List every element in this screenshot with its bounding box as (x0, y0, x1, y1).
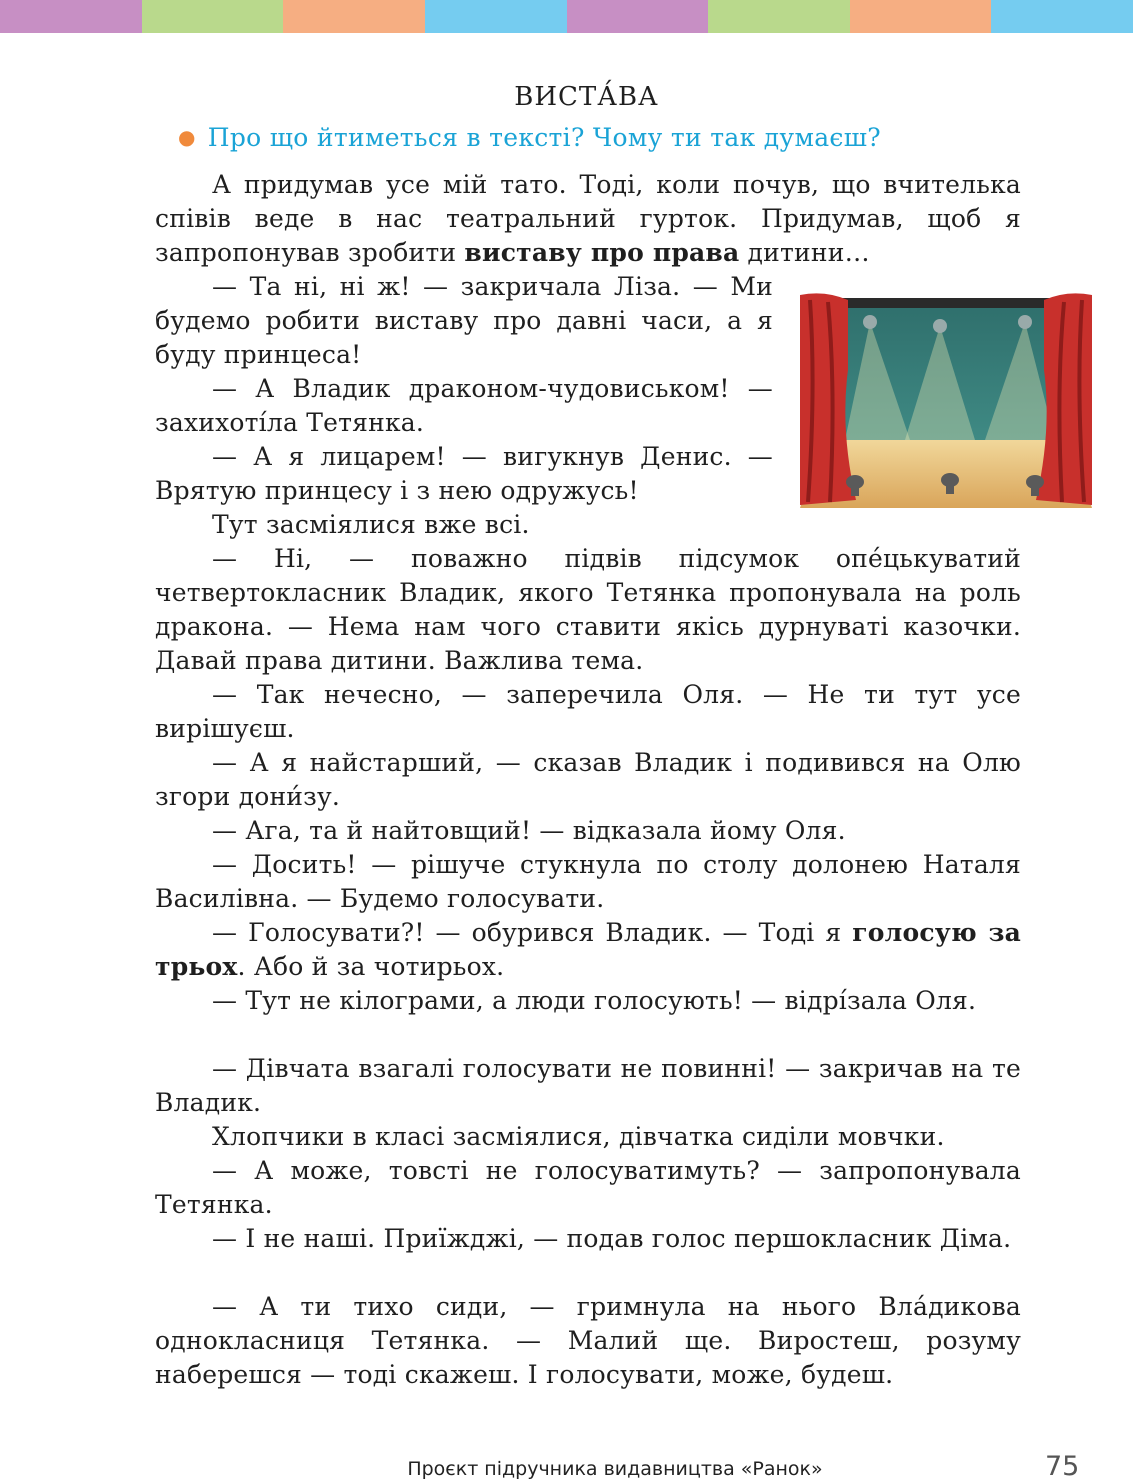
paragraph: — Дівчата взагалі голосувати не повинні! — закричав на те Владик. (155, 1054, 1021, 1117)
text-span: — Голосувати?! — обурився Владик. — Тоді я (212, 918, 853, 947)
paragraph: — А я найстарший, — сказав Владик і подивився на Олю згори дони́зу. (155, 748, 1021, 811)
paragraph: — Досить! — рішуче стукнула по столу долонею Наталя Василівна. — Будемо голосувати. (155, 850, 1021, 913)
paragraph: — А я лицарем! — вигукнув Денис. — Врятую принцесу і з нею одружусь! (155, 442, 773, 505)
page-number: 75 (1045, 1451, 1080, 1482)
paragraph: Хлопчики в класі засміялися, дівчатка сиділи мовчки. (212, 1122, 945, 1151)
header-stripe (425, 0, 567, 33)
paragraph: Тут засміялися вже всі. (212, 510, 530, 539)
theater-stage-illustration (800, 290, 1092, 512)
page-title: ВИСТА́ВА (514, 82, 659, 112)
header-stripe (850, 0, 992, 33)
header-stripe (283, 0, 425, 33)
bold-text: голосую за трьох (155, 918, 1022, 981)
paragraph: — Та ні, ні ж! — закричала Ліза. — Ми будемо робити виставу про давні часи, а я буду принцеса! (155, 272, 773, 369)
paragraph: — Ні, — поважно підвів підсумок опе́цькуватий четвертокласник Владик, якого Тетянка пропонувала на роль дракона. — Нема нам чого ставити якісь дурнуваті казочки. Давай права дитини. Важлива тема. (155, 544, 1021, 675)
paragraph: — Тут не кілограми, а люди голосують! — відрі́зала Оля. (212, 986, 977, 1015)
header-stripe (708, 0, 850, 33)
text-span: А придумав усе мій тато. Тоді, коли почув, що вчителька співів веде в нас театральний гурток. Придумав, щоб я запропонував зробити (155, 170, 1021, 267)
header-stripe (991, 0, 1133, 33)
paragraph: — Так нечесно, — заперечила Оля. — Не ти тут усе вирішуєш. (155, 680, 1021, 743)
paragraph: — А Владик драконом-чудовиськом! — захихоті́ла Тетянка. (155, 374, 773, 437)
paragraph (155, 916, 1021, 984)
bullet-icon: ● (178, 125, 196, 149)
footer-publisher-note: Проєкт підручника видавництва «Ранок» (407, 1458, 823, 1480)
header-stripe (142, 0, 284, 33)
text-span: . Або й за чотирьох. (237, 952, 505, 981)
header-stripe (567, 0, 709, 33)
paragraph: — І не наші. Приїжджі, — подав голос першокласник Діма. (212, 1224, 1012, 1253)
paragraph: — А ти тихо сиди, — гримнула на нього Вла́дикова однокласниця Тетянка. — Малий ще. Виростеш, розуму наберешся — тоді скажеш. І голосувати, може, будеш. (155, 1292, 1021, 1389)
pre-reading-question (178, 120, 881, 155)
paragraph (155, 168, 1021, 270)
paragraph: — Ага, та й найтовщий! — відказала йому Оля. (212, 816, 846, 845)
paragraph: — А може, товсті не голосуватимуть? — запропонувала Тетянка. (155, 1156, 1021, 1219)
bold-text: виставу про права (464, 238, 740, 267)
question-text: Про що йтиметься в тексті? Чому ти так думаєш? (207, 123, 881, 152)
color-header-bar (0, 0, 1133, 33)
header-stripe (0, 0, 142, 33)
text-span: дитини… (739, 238, 870, 267)
